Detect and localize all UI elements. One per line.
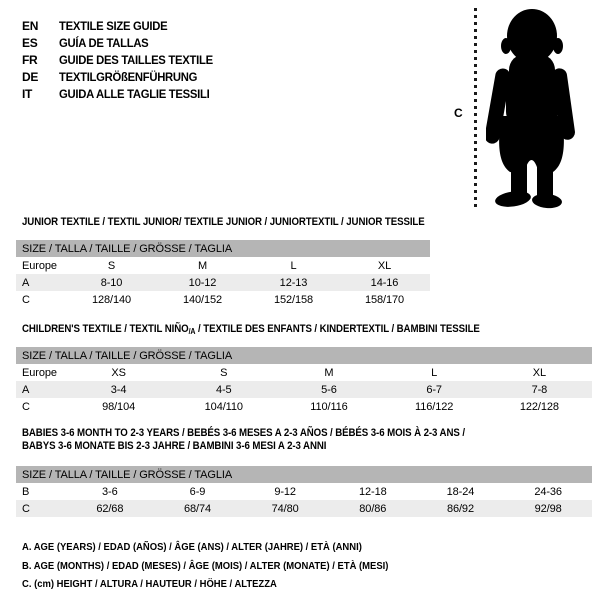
language-title-list xyxy=(22,17,223,102)
row-label: C xyxy=(22,400,30,413)
table-row xyxy=(16,381,592,398)
language-code: EN xyxy=(22,18,39,33)
size-table-babies xyxy=(16,466,592,517)
footnote-b: B. AGE (MONTHS) / EDAD (MESES) / ÂGE (MOIS) / ALTER (MONATE) / ETÀ (MESI) xyxy=(22,559,389,572)
size-cell: 74/80 xyxy=(241,500,329,517)
size-cell: 110/116 xyxy=(310,400,348,413)
language-code: IT xyxy=(22,86,33,101)
table-header-label: SIZE / TALLA / TAILLE / GRÖSSE / TAGLIA xyxy=(16,347,592,364)
size-cell: 86/92 xyxy=(417,500,505,517)
language-title: GUIDA ALLE TAGLIE TESSILI xyxy=(59,86,210,101)
size-cell: 158/170 xyxy=(364,293,405,306)
language-row xyxy=(22,51,223,68)
row-label: B xyxy=(22,485,30,498)
size-cell: 14-16 xyxy=(339,274,430,291)
size-cell: 24-36 xyxy=(534,485,562,498)
table-row xyxy=(16,364,592,381)
table-row xyxy=(16,291,430,308)
table-header-row xyxy=(16,240,430,257)
language-title: GUÍA DE TALLAS xyxy=(59,35,149,50)
heading-subscript: /A xyxy=(188,327,196,336)
size-cell: 92/98 xyxy=(504,500,592,517)
heading-line-2: BABYS 3-6 MONATE BIS 2-3 JAHRE / BAMBINI 3-6 MESI A 2-3 ANNI xyxy=(22,440,327,452)
size-cell: 152/158 xyxy=(273,293,314,306)
size-cell: 140/152 xyxy=(182,293,223,306)
size-cell: 8-10 xyxy=(66,274,157,291)
size-cell: 116/122 xyxy=(415,400,454,413)
row-label: A xyxy=(16,274,66,291)
size-cell: 4-5 xyxy=(171,381,276,398)
language-row xyxy=(22,68,223,85)
size-cell: XL xyxy=(377,259,392,272)
size-table-junior xyxy=(16,240,430,308)
row-label: Europe xyxy=(22,366,57,379)
language-title: TEXTILGRÖßENFÜHRUNG xyxy=(59,69,198,84)
table-row xyxy=(16,274,430,291)
size-cell: 68/74 xyxy=(154,500,242,517)
table-row xyxy=(16,500,592,517)
section-heading-babies xyxy=(22,427,465,453)
footnote-a: A. AGE (YEARS) / EDAD (AÑOS) / ÂGE (ANS) / ALTER (JAHRE) / ETÀ (ANNI) xyxy=(22,541,362,553)
size-cell: M xyxy=(324,366,334,379)
size-cell: 62/68 xyxy=(66,500,154,517)
size-cell: 6-7 xyxy=(382,381,487,398)
table-header-row xyxy=(16,347,592,364)
table-header-label: SIZE / TALLA / TAILLE / GRÖSSE / TAGLIA xyxy=(16,240,430,257)
table-row xyxy=(16,483,592,500)
row-label: C xyxy=(22,293,30,306)
size-cell: 3-6 xyxy=(102,485,118,498)
size-cell: S xyxy=(220,366,228,379)
size-cell: S xyxy=(107,259,116,272)
language-title: TEXTILE SIZE GUIDE xyxy=(59,18,168,33)
section-heading-junior: JUNIOR TEXTILE / TEXTIL JUNIOR/ TEXTILE JUNIOR / JUNIORTEXTIL / JUNIOR TESSILE xyxy=(22,216,425,228)
table-header-label: SIZE / TALLA / TAILLE / GRÖSSE / TAGLIA xyxy=(16,466,592,483)
table-row xyxy=(16,398,592,415)
language-row xyxy=(22,34,223,51)
size-cell: 122/128 xyxy=(519,400,559,413)
language-code: FR xyxy=(22,52,38,67)
size-cell: L xyxy=(290,259,297,272)
size-cell: 80/86 xyxy=(329,500,417,517)
row-label: Europe xyxy=(22,259,57,272)
size-cell: XL xyxy=(532,366,546,379)
heading-text: CHILDREN'S TEXTILE / TEXTIL NIÑO xyxy=(22,323,189,335)
size-cell: 18-24 xyxy=(446,485,475,498)
footnote-c: C. (cm) HEIGHT / ALTURA / HAUTEUR / HÖHE / ALTEZZA xyxy=(22,578,277,590)
row-label: A xyxy=(16,381,66,398)
language-code: ES xyxy=(22,35,38,50)
table-row xyxy=(16,257,430,274)
height-measure-dashed-line xyxy=(474,8,477,210)
baby-silhouette xyxy=(486,8,576,210)
footnote-list xyxy=(22,538,429,594)
size-cell: 7-8 xyxy=(487,381,592,398)
size-cell: 9-12 xyxy=(274,485,296,498)
size-cell: 12-18 xyxy=(358,485,387,498)
language-code: DE xyxy=(22,69,39,84)
size-cell: 10-12 xyxy=(157,274,248,291)
row-label: C xyxy=(16,500,66,517)
size-cell: L xyxy=(431,366,438,379)
size-cell: 5-6 xyxy=(276,381,381,398)
table-header-row xyxy=(16,466,592,483)
size-cell: 128/140 xyxy=(91,293,132,306)
size-cell: M xyxy=(197,259,208,272)
size-cell: 12-13 xyxy=(248,274,339,291)
size-cell: 98/104 xyxy=(102,400,136,413)
size-cell: 6-9 xyxy=(189,485,206,498)
section-heading-children xyxy=(22,323,480,338)
language-row xyxy=(22,85,223,102)
height-measure-label: C xyxy=(454,106,463,120)
size-cell: XS xyxy=(111,366,126,379)
heading-text: / TEXTILE DES ENFANTS / KINDERTEXTIL / BAMBINI TESSILE xyxy=(195,323,480,335)
language-title: GUIDE DES TAILLES TEXTILE xyxy=(59,52,213,67)
size-cell: 3-4 xyxy=(66,381,171,398)
language-row xyxy=(22,17,223,34)
size-cell: 104/110 xyxy=(204,400,243,413)
size-table-children xyxy=(16,347,592,415)
heading-line-1: BABIES 3-6 MONTH TO 2-3 YEARS / BEBÉS 3-6 MESES A 2-3 AÑOS / BÉBÉS 3-6 MOIS À 2-3 ANS / xyxy=(22,427,465,439)
